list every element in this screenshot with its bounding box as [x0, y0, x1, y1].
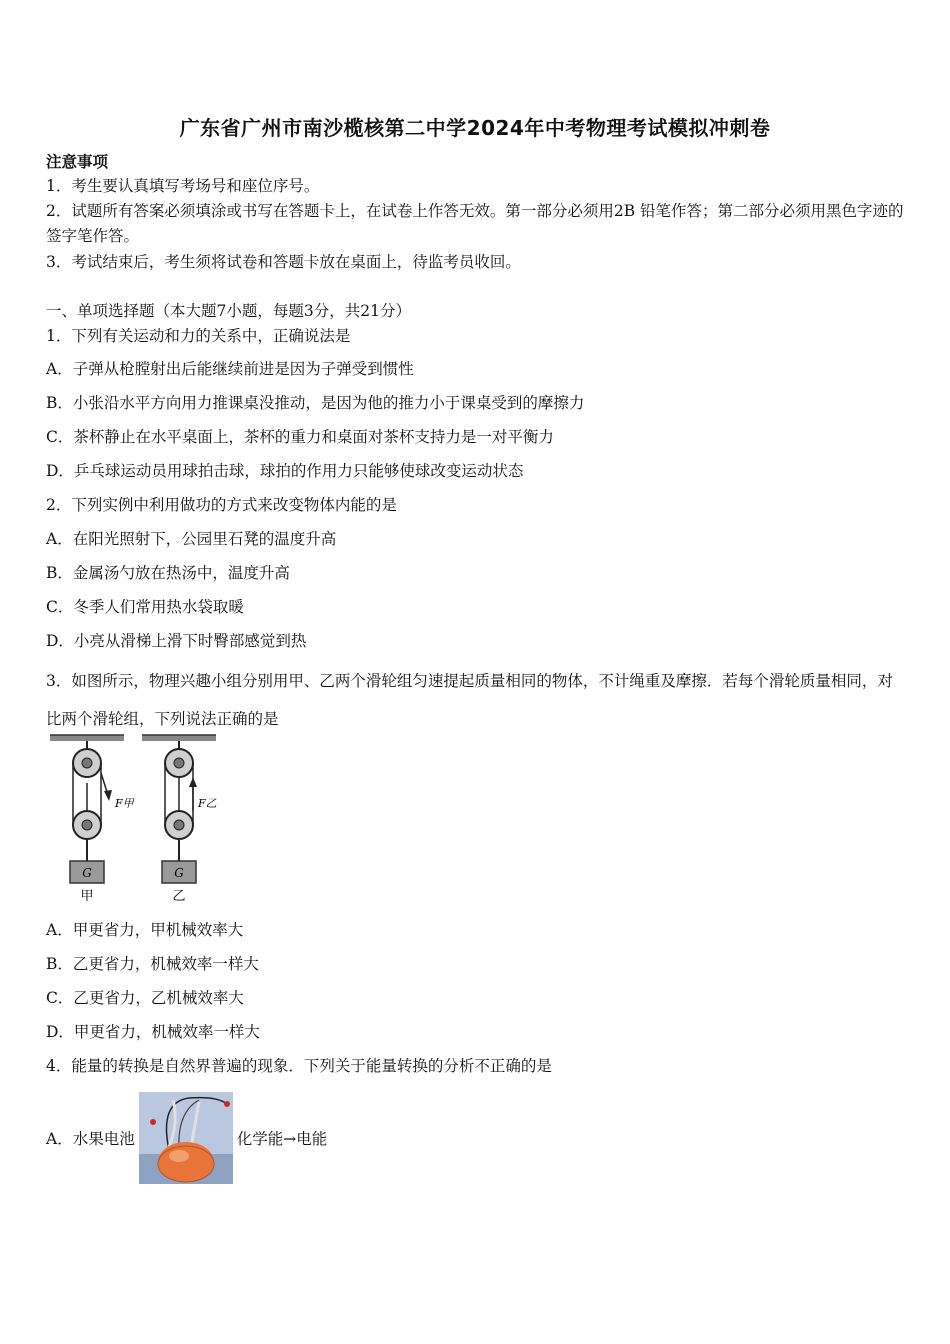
- fruit-battery-image: [139, 1092, 233, 1184]
- option-desc: 化学能→电能: [236, 1130, 328, 1148]
- figure-label-left: 甲: [80, 889, 94, 904]
- question-option: [46, 1092, 327, 1184]
- question-option: D．小亮从滑梯上滑下时臀部感觉到热: [46, 632, 307, 650]
- question-option: D．乒乓球运动员用球拍击球，球拍的作用力只能够使球改变运动状态: [46, 462, 524, 480]
- question-option: D．甲更省力，机械效率一样大: [46, 1023, 260, 1041]
- question-option: A．在阳光照射下，公园里石凳的温度升高: [46, 530, 337, 548]
- question-option: C．茶杯静止在水平桌面上，茶杯的重力和桌面对茶杯支持力是一对平衡力: [46, 428, 554, 446]
- option-label: A．水果电池: [46, 1130, 135, 1148]
- question-option: C．乙更省力，乙机械效率大: [46, 989, 244, 1007]
- notice-item: 1．考生要认真填写考场号和座位序号。: [46, 177, 320, 195]
- question-stem: 3．如图所示，物理兴趣小组分别用甲、乙两个滑轮组匀速提起质量相同的物体，不计绳重及摩擦．若每个滑轮质量相同，对比两个滑轮组，下列说法正确的是: [46, 672, 893, 728]
- question-option: B．金属汤勺放在热汤中，温度升高: [46, 564, 290, 582]
- pulley-system-left: [50, 735, 124, 883]
- question-option: A．子弹从枪膛射出后能继续前进是因为子弹受到惯性: [46, 360, 414, 378]
- question-option: B．小张沿水平方向用力推课桌没推动，是因为他的推力小于课桌受到的摩擦力: [46, 394, 585, 412]
- question-option: B．乙更省力，机械效率一样大: [46, 955, 259, 973]
- force-label-right: F乙: [198, 797, 217, 810]
- force-label-left: F甲: [115, 797, 134, 810]
- page-title: 广东省广州市南沙榄核第二中学2024年中考物理考试模拟冲刺卷: [179, 116, 771, 140]
- notice-heading: 注意事项: [46, 152, 109, 171]
- question-stem: 1．下列有关运动和力的关系中，正确说法是: [46, 327, 351, 345]
- weight-label-left: G: [82, 866, 92, 880]
- weight-label-right: G: [174, 866, 184, 880]
- notice-item: 2．试题所有答案必须填涂或书写在答题卡上，在试卷上作答无效。第一部分必须用2B 铅笔作答；第二部分必须用黑色字迹的签字笔作答。: [46, 202, 904, 245]
- notice-item: 3．考试结束后，考生须将试卷和答题卡放在桌面上，待监考员收回。: [46, 253, 521, 271]
- figure-label-right: 乙: [172, 889, 186, 904]
- question-stem: 2．下列实例中利用做功的方式来改变物体内能的是: [46, 496, 397, 514]
- section-heading: 一、单项选择题（本大题7小题，每题3分，共21分）: [46, 302, 411, 320]
- question-stem: 4．能量的转换是自然界普遍的现象．下列关于能量转换的分析不正确的是: [46, 1057, 552, 1075]
- question-option: A．甲更省力，甲机械效率大: [46, 921, 244, 939]
- pulley-figure: [48, 733, 228, 905]
- question-option: C．冬季人们常用热水袋取暖: [46, 598, 244, 616]
